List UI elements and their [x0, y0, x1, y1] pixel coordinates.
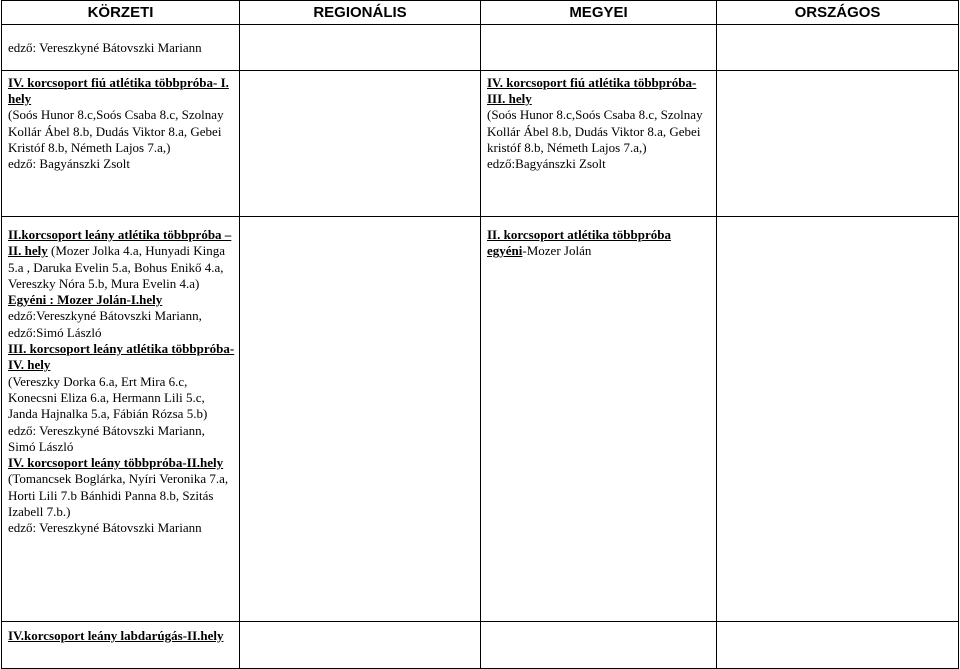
coach-line: edző:Vereszkyné Bátovszki Mariann,: [8, 308, 202, 324]
result-title: IV. korcsoport fiú atlétika többpróba-III. hely: [487, 75, 697, 107]
korzeti-row4: [2, 622, 240, 669]
result-title: III. korcsoport leány atlétika többpróba-IV. hely: [8, 341, 235, 373]
coach-line: edző: Vereszkyné Bátovszki Mariann: [8, 520, 202, 536]
team-members: (Mozer Jolka 4.a, Hunyadi Kinga 5.a , Daruka Evelin 5.a, Bohus Enikő 4.a, Vereszky Nóra 5.b, Mura Evelin 4.a): [8, 243, 225, 291]
coach-line: edző: Bagyánszki Zsolt: [8, 156, 131, 172]
megyei-row2: [481, 71, 717, 217]
individual-result: -Mozer Jolán: [522, 243, 592, 259]
header-korzeti: KÖRZETI: [2, 1, 240, 25]
team-members: (Vereszky Dorka 6.a, Ert Mira 6.c, Konecsni Eliza 6.a, Hermann Lili 5.c, Janda Hajnalka 5.a, Fábián Rózsa 5.b): [8, 373, 208, 422]
regionalis-row1: [240, 25, 481, 71]
orszagos-row1: [717, 25, 959, 71]
results-table: [1, 0, 959, 669]
regionalis-row2: [240, 71, 481, 217]
individual-result: Egyéni : Mozer Jolán-I.hely: [8, 292, 163, 308]
header-regionalis: REGIONÁLIS: [240, 1, 481, 25]
team-members: (Soós Hunor 8.c,Soós Csaba 8.c, Szolnay Kollár Ábel 8.b, Dudás Viktor 8.a, Gebei Kristóf 8.b, Németh Lajos 7.a,): [8, 107, 224, 155]
megyei-row3: [481, 217, 717, 622]
korzeti-row3: [2, 217, 240, 622]
megyei-row1: [481, 25, 717, 71]
coach-line: edző: Vereszkyné Bátovszki Mariann: [8, 40, 202, 55]
regionalis-row3: [240, 217, 481, 622]
team-members: (Tomancsek Boglárka, Nyíri Veronika 7.a, Horti Lili 7.b Bánhidi Panna 8.b, Szitás Izabell 7.b.): [8, 471, 229, 520]
header-orszagos: ORSZÁGOS: [717, 1, 959, 25]
result-title: IV. korcsoport fiú atlétika többpróba- I. hely: [8, 75, 229, 107]
korzeti-row1: [2, 25, 240, 71]
header-row: [2, 1, 959, 25]
result-title: II.korcsoport leány atlétika többpróba –II. hely: [8, 227, 232, 259]
orszagos-row2: [717, 71, 959, 217]
coach-line: edző: Vereszkyné Bátovszki Mariann, Simó László: [8, 422, 205, 454]
orszagos-row3: [717, 217, 959, 622]
megyei-row4: [481, 622, 717, 669]
coach-line: edző:Simó László: [8, 324, 102, 340]
team-members: (Soós Hunor 8.c,Soós Csaba 8.c, Szolnay Kollár Ábel 8.b, Dudás Viktor 8.a, Gebei kristóf 8.b, Németh Lajos 7.a,): [487, 107, 703, 155]
result-title: II. korcsoport atlétika többpróba egyéni: [487, 227, 671, 259]
orszagos-row4: [717, 622, 959, 669]
result-title: IV.korcsoport leány labdarúgás-II.hely: [8, 628, 224, 643]
header-megyei: MEGYEI: [481, 1, 717, 25]
regionalis-row4: [240, 622, 481, 669]
coach-line: edző:Bagyánszki Zsolt: [487, 156, 606, 172]
result-title: IV. korcsoport leány többpróba-II.hely: [8, 455, 224, 471]
korzeti-row2: [2, 71, 240, 217]
